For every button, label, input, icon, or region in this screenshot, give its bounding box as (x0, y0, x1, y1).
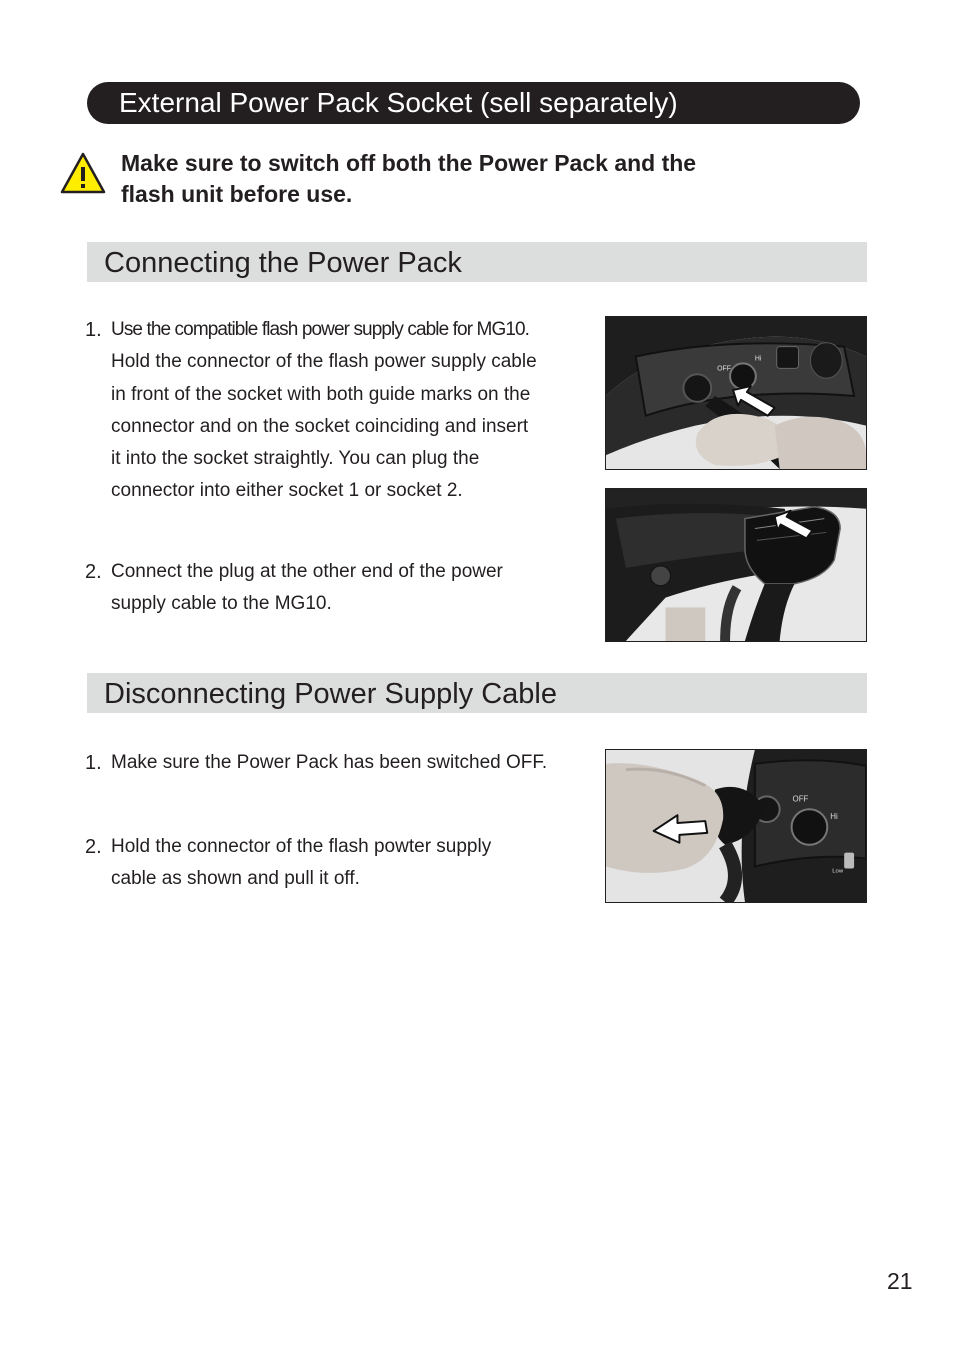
step-line: in front of the socket with both guide marks on the (111, 383, 531, 405)
page-number: 21 (887, 1268, 913, 1294)
step-line: connector into either socket 1 or socket 2. (111, 480, 463, 502)
step-line: Connect the plug at the other end of the power (111, 561, 503, 582)
off-label: OFF (792, 794, 809, 804)
step-number: 2. (85, 836, 102, 858)
disconnecting-step-2-text (111, 831, 591, 896)
power-pack-socket-photo (605, 316, 867, 470)
hi-label: Hi (754, 355, 762, 363)
step-line: connector and on the socket coinciding and insert (111, 415, 529, 437)
step-line: it into the socket straightly. You can plug the (111, 448, 480, 470)
disconnecting-section-title: Disconnecting Power Supply Cable (104, 678, 557, 710)
step-line: Hold the connector of the flash powter supply (111, 836, 492, 857)
step-number: 2. (85, 561, 102, 583)
step-line: supply cable to the MG10. (111, 593, 332, 615)
main-section-title: External Power Pack Socket (sell separately) (119, 87, 678, 118)
step-number: 1. (85, 319, 102, 341)
main-section-header (87, 82, 860, 124)
step-line: Hold the connector of the flash power supply cable (111, 351, 537, 373)
disconnecting-step-1-text (111, 747, 591, 779)
off-label: OFF (717, 365, 731, 373)
low-label: Low (832, 868, 844, 875)
disconnect-cable-photo (605, 749, 867, 903)
warning-line: Make sure to switch off both the Power Pack and the (121, 150, 697, 176)
connecting-section-header (87, 242, 867, 282)
hi-label: Hi (830, 812, 838, 822)
step-line: Make sure the Power Pack has been switched OFF. (111, 752, 548, 773)
connecting-step-2-text (111, 556, 591, 621)
warning-text (121, 148, 801, 210)
warning-icon (60, 152, 106, 194)
connecting-section-title: Connecting the Power Pack (104, 247, 462, 279)
step-line: Use the compatible flash power supply cable for MG10. (111, 319, 530, 340)
warning-line: flash unit before use. (121, 181, 353, 207)
step-line: cable as shown and pull it off. (111, 868, 360, 890)
step-number: 1. (85, 752, 102, 774)
connecting-step-1-text (111, 314, 591, 508)
mg10-plug-photo (605, 488, 867, 642)
disconnecting-section-header (87, 673, 867, 713)
